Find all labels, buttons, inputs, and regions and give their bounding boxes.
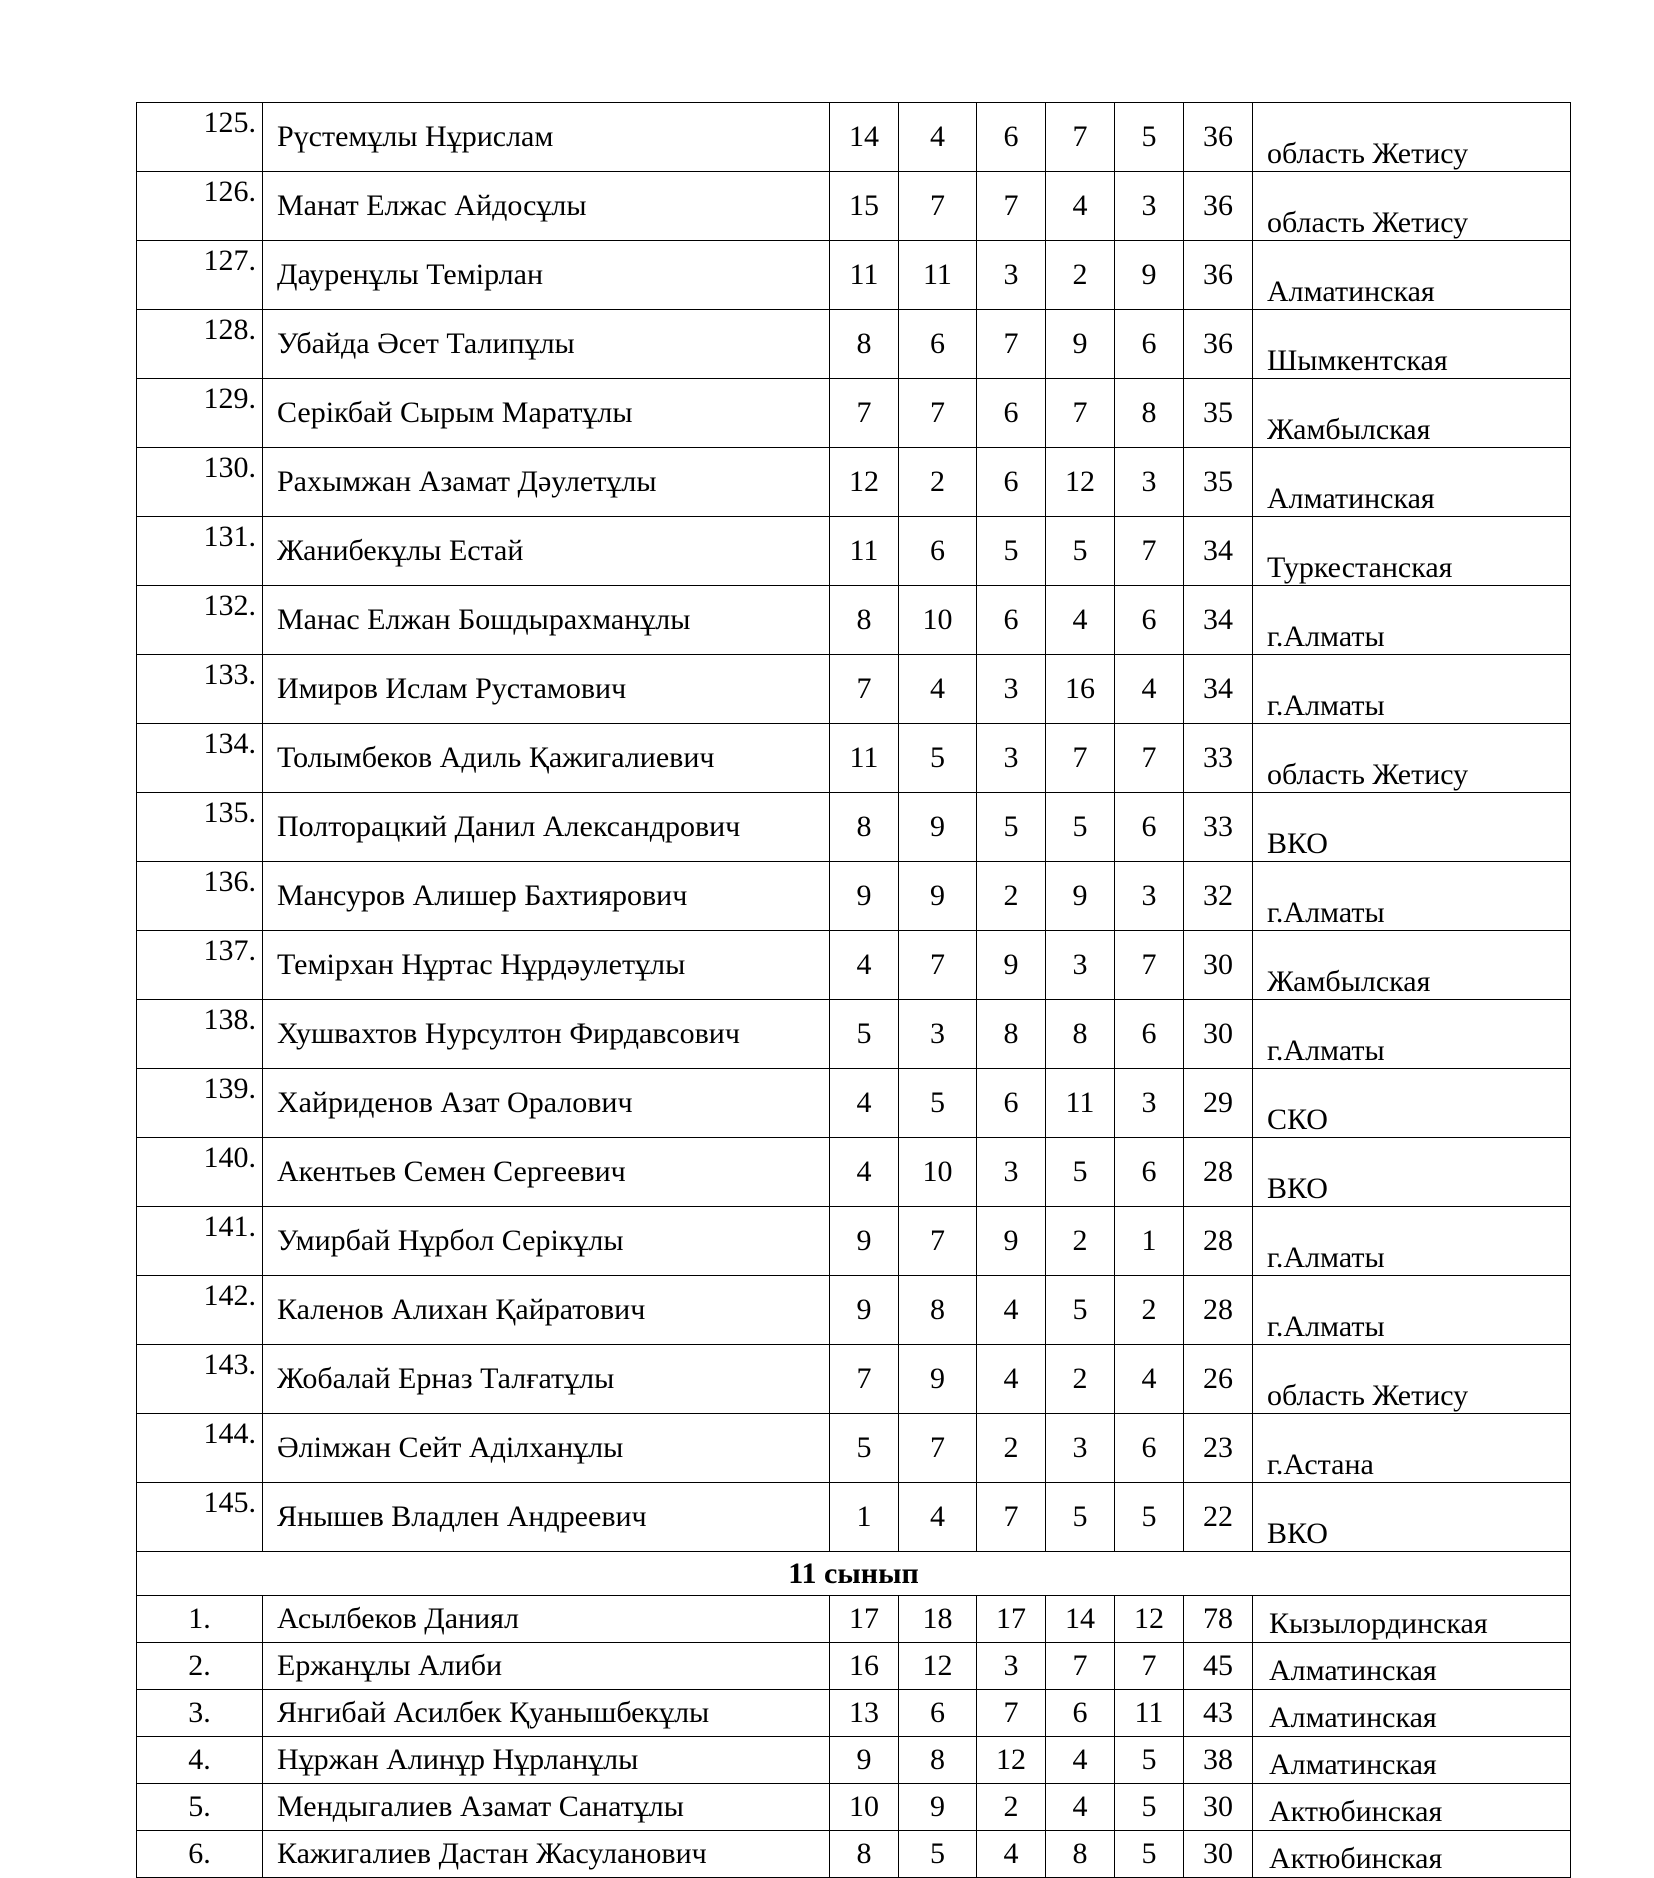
total-score: 22	[1184, 1483, 1253, 1552]
task-score: 7	[830, 1345, 899, 1414]
task-score: 6	[977, 103, 1046, 172]
task-score: 3	[977, 241, 1046, 310]
table-row	[137, 1000, 1571, 1069]
region-name: г.Астана	[1253, 1414, 1571, 1483]
results-table-body	[137, 103, 1571, 1878]
table-row	[137, 517, 1571, 586]
task-score: 5	[1046, 1138, 1115, 1207]
student-name: Умирбай Нұрбол Серікұлы	[263, 1207, 830, 1276]
task-score: 2	[1046, 241, 1115, 310]
row-number: 3.	[137, 1690, 263, 1737]
region-name: г.Алматы	[1253, 655, 1571, 724]
task-score: 6	[1115, 1138, 1184, 1207]
task-score: 5	[977, 793, 1046, 862]
task-score: 5	[830, 1000, 899, 1069]
student-name: Дауренұлы Темірлан	[263, 241, 830, 310]
task-score: 3	[977, 1643, 1046, 1690]
task-score: 5	[1046, 517, 1115, 586]
task-score: 15	[830, 172, 899, 241]
region-name: Алматинская	[1253, 448, 1571, 517]
task-score: 5	[1115, 1784, 1184, 1831]
student-name: Мендыгалиев Азамат Санатұлы	[263, 1784, 830, 1831]
total-score: 43	[1184, 1690, 1253, 1737]
row-number: 129.	[137, 379, 263, 448]
task-score: 7	[830, 655, 899, 724]
task-score: 4	[1115, 1345, 1184, 1414]
task-score: 7	[1046, 103, 1115, 172]
task-score: 8	[830, 310, 899, 379]
task-score: 7	[830, 379, 899, 448]
total-score: 33	[1184, 724, 1253, 793]
student-name: Рүстемұлы Нұрислам	[263, 103, 830, 172]
task-score: 1	[1115, 1207, 1184, 1276]
table-row	[137, 379, 1571, 448]
task-score: 7	[899, 1207, 977, 1276]
task-score: 12	[1046, 448, 1115, 517]
region-name: г.Алматы	[1253, 586, 1571, 655]
section-header-row	[137, 1552, 1571, 1596]
task-score: 14	[1046, 1596, 1115, 1643]
task-score: 8	[830, 793, 899, 862]
table-row	[137, 793, 1571, 862]
task-score: 9	[899, 793, 977, 862]
total-score: 32	[1184, 862, 1253, 931]
task-score: 9	[899, 1345, 977, 1414]
task-score: 4	[977, 1831, 1046, 1878]
task-score: 5	[1046, 1276, 1115, 1345]
task-score: 17	[830, 1596, 899, 1643]
table-row	[137, 172, 1571, 241]
row-number: 144.	[137, 1414, 263, 1483]
task-score: 6	[899, 310, 977, 379]
task-score: 6	[1115, 1414, 1184, 1483]
region-name: Шымкентская	[1253, 310, 1571, 379]
student-name: Акентьев Семен Сергеевич	[263, 1138, 830, 1207]
region-name: г.Алматы	[1253, 1207, 1571, 1276]
row-number: 138.	[137, 1000, 263, 1069]
region-name: Алматинская	[1253, 1690, 1571, 1737]
task-score: 4	[1046, 586, 1115, 655]
row-number: 139.	[137, 1069, 263, 1138]
row-number: 137.	[137, 931, 263, 1000]
task-score: 4	[899, 1483, 977, 1552]
row-number: 134.	[137, 724, 263, 793]
task-score: 4	[1115, 655, 1184, 724]
region-name: область Жетису	[1253, 172, 1571, 241]
task-score: 5	[830, 1414, 899, 1483]
task-score: 6	[977, 586, 1046, 655]
region-name: Алматинская	[1253, 1737, 1571, 1784]
row-number: 131.	[137, 517, 263, 586]
table-row	[137, 1207, 1571, 1276]
row-number: 145.	[137, 1483, 263, 1552]
task-score: 5	[1115, 1831, 1184, 1878]
table-row	[137, 586, 1571, 655]
task-score: 4	[899, 655, 977, 724]
region-name: г.Алматы	[1253, 1000, 1571, 1069]
task-score: 4	[977, 1345, 1046, 1414]
task-score: 11	[899, 241, 977, 310]
task-score: 5	[1046, 793, 1115, 862]
student-name: Асылбеков Даниял	[263, 1596, 830, 1643]
task-score: 2	[1046, 1207, 1115, 1276]
task-score: 3	[1115, 1069, 1184, 1138]
total-score: 34	[1184, 517, 1253, 586]
student-name: Янышев Владлен Андреевич	[263, 1483, 830, 1552]
task-score: 4	[977, 1276, 1046, 1345]
task-score: 3	[1115, 448, 1184, 517]
task-score: 2	[977, 1414, 1046, 1483]
row-number: 141.	[137, 1207, 263, 1276]
task-score: 8	[830, 1831, 899, 1878]
task-score: 16	[830, 1643, 899, 1690]
table-row	[137, 1737, 1571, 1784]
task-score: 12	[899, 1643, 977, 1690]
row-number: 4.	[137, 1737, 263, 1784]
task-score: 9	[977, 1207, 1046, 1276]
total-score: 35	[1184, 448, 1253, 517]
task-score: 9	[830, 1207, 899, 1276]
row-number: 143.	[137, 1345, 263, 1414]
task-score: 11	[1046, 1069, 1115, 1138]
task-score: 8	[899, 1737, 977, 1784]
task-score: 11	[830, 241, 899, 310]
total-score: 35	[1184, 379, 1253, 448]
student-name: Манас Елжан Бошдырахманұлы	[263, 586, 830, 655]
task-score: 5	[899, 1831, 977, 1878]
region-name: г.Алматы	[1253, 862, 1571, 931]
region-name: Актюбинская	[1253, 1784, 1571, 1831]
table-row	[137, 1069, 1571, 1138]
row-number: 142.	[137, 1276, 263, 1345]
task-score: 4	[830, 1069, 899, 1138]
task-score: 3	[977, 655, 1046, 724]
student-name: Толымбеков Адиль Қажигалиевич	[263, 724, 830, 793]
region-name: Жамбылская	[1253, 379, 1571, 448]
task-score: 9	[899, 1784, 977, 1831]
task-score: 18	[899, 1596, 977, 1643]
student-name: Хушвахтов Нурсултон Фирдавсович	[263, 1000, 830, 1069]
task-score: 2	[977, 862, 1046, 931]
task-score: 6	[977, 1069, 1046, 1138]
total-score: 36	[1184, 103, 1253, 172]
table-row	[137, 1831, 1571, 1878]
task-score: 3	[1046, 1414, 1115, 1483]
section-label: 11 сынып	[137, 1552, 1571, 1596]
task-score: 3	[977, 724, 1046, 793]
row-number: 2.	[137, 1643, 263, 1690]
task-score: 4	[1046, 1737, 1115, 1784]
task-score: 7	[899, 172, 977, 241]
task-score: 8	[1046, 1000, 1115, 1069]
task-score: 7	[977, 1483, 1046, 1552]
task-score: 9	[977, 931, 1046, 1000]
student-name: Каленов Алихан Қайратович	[263, 1276, 830, 1345]
task-score: 3	[1115, 862, 1184, 931]
task-score: 3	[1115, 172, 1184, 241]
row-number: 125.	[137, 103, 263, 172]
student-name: Әлімжан Сейт Аділханұлы	[263, 1414, 830, 1483]
task-score: 16	[1046, 655, 1115, 724]
task-score: 6	[899, 517, 977, 586]
total-score: 33	[1184, 793, 1253, 862]
table-row	[137, 655, 1571, 724]
task-score: 1	[830, 1483, 899, 1552]
task-score: 11	[1115, 1690, 1184, 1737]
total-score: 36	[1184, 241, 1253, 310]
student-name: Мансуров Алишер Бахтиярович	[263, 862, 830, 931]
total-score: 34	[1184, 655, 1253, 724]
task-score: 8	[1115, 379, 1184, 448]
task-score: 9	[1046, 310, 1115, 379]
task-score: 8	[899, 1276, 977, 1345]
task-score: 7	[899, 931, 977, 1000]
task-score: 9	[830, 1276, 899, 1345]
row-number: 140.	[137, 1138, 263, 1207]
task-score: 2	[1046, 1345, 1115, 1414]
table-row	[137, 1414, 1571, 1483]
task-score: 10	[830, 1784, 899, 1831]
task-score: 4	[899, 103, 977, 172]
task-score: 7	[1115, 517, 1184, 586]
region-name: Алматинская	[1253, 1643, 1571, 1690]
task-score: 5	[899, 724, 977, 793]
task-score: 7	[899, 379, 977, 448]
row-number: 6.	[137, 1831, 263, 1878]
region-name: Жамбылская	[1253, 931, 1571, 1000]
row-number: 128.	[137, 310, 263, 379]
row-number: 1.	[137, 1596, 263, 1643]
student-name: Рахымжан Азамат Дәулетұлы	[263, 448, 830, 517]
task-score: 9	[1115, 241, 1184, 310]
row-number: 126.	[137, 172, 263, 241]
task-score: 7	[1115, 724, 1184, 793]
task-score: 2	[977, 1784, 1046, 1831]
total-score: 29	[1184, 1069, 1253, 1138]
task-score: 13	[830, 1690, 899, 1737]
total-score: 34	[1184, 586, 1253, 655]
total-score: 30	[1184, 1831, 1253, 1878]
task-score: 3	[1046, 931, 1115, 1000]
table-row	[137, 1483, 1571, 1552]
task-score: 7	[1115, 1643, 1184, 1690]
task-score: 6	[899, 1690, 977, 1737]
region-name: область Жетису	[1253, 1345, 1571, 1414]
table-row	[137, 931, 1571, 1000]
task-score: 6	[1115, 310, 1184, 379]
table-row	[137, 310, 1571, 379]
region-name: ВКО	[1253, 1138, 1571, 1207]
task-score: 7	[1046, 724, 1115, 793]
student-name: Убайда Әсет Талипұлы	[263, 310, 830, 379]
results-table	[136, 102, 1571, 1878]
task-score: 7	[1046, 379, 1115, 448]
total-score: 30	[1184, 1784, 1253, 1831]
region-name: область Жетису	[1253, 103, 1571, 172]
task-score: 17	[977, 1596, 1046, 1643]
task-score: 3	[899, 1000, 977, 1069]
row-number: 132.	[137, 586, 263, 655]
total-score: 30	[1184, 1000, 1253, 1069]
task-score: 8	[977, 1000, 1046, 1069]
table-row	[137, 1276, 1571, 1345]
student-name: Темірхан Нұртас Нұрдәулетұлы	[263, 931, 830, 1000]
row-number: 136.	[137, 862, 263, 931]
total-score: 78	[1184, 1596, 1253, 1643]
task-score: 11	[830, 724, 899, 793]
task-score: 7	[1115, 931, 1184, 1000]
task-score: 5	[977, 517, 1046, 586]
table-row	[137, 1690, 1571, 1737]
student-name: Манат Елжас Айдосұлы	[263, 172, 830, 241]
task-score: 7	[977, 310, 1046, 379]
table-row	[137, 862, 1571, 931]
region-name: ВКО	[1253, 793, 1571, 862]
task-score: 2	[1115, 1276, 1184, 1345]
table-row	[137, 724, 1571, 793]
task-score: 9	[1046, 862, 1115, 931]
total-score: 45	[1184, 1643, 1253, 1690]
task-score: 6	[1046, 1690, 1115, 1737]
table-row	[137, 241, 1571, 310]
task-score: 3	[977, 1138, 1046, 1207]
task-score: 9	[830, 862, 899, 931]
total-score: 28	[1184, 1276, 1253, 1345]
task-score: 12	[830, 448, 899, 517]
student-name: Янгибай Асилбек Қуанышбекұлы	[263, 1690, 830, 1737]
task-score: 7	[1046, 1643, 1115, 1690]
task-score: 8	[1046, 1831, 1115, 1878]
total-score: 28	[1184, 1207, 1253, 1276]
task-score: 14	[830, 103, 899, 172]
region-name: Кызылординская	[1253, 1596, 1571, 1643]
task-score: 2	[899, 448, 977, 517]
total-score: 38	[1184, 1737, 1253, 1784]
row-number: 135.	[137, 793, 263, 862]
row-number: 130.	[137, 448, 263, 517]
region-name: Актюбинская	[1253, 1831, 1571, 1878]
region-name: область Жетису	[1253, 724, 1571, 793]
total-score: 36	[1184, 172, 1253, 241]
table-row	[137, 103, 1571, 172]
student-name: Жобалай Ерназ Талғатұлы	[263, 1345, 830, 1414]
row-number: 133.	[137, 655, 263, 724]
task-score: 7	[977, 1690, 1046, 1737]
task-score: 6	[1115, 1000, 1184, 1069]
task-score: 4	[1046, 1784, 1115, 1831]
task-score: 6	[1115, 793, 1184, 862]
task-score: 12	[977, 1737, 1046, 1784]
row-number: 127.	[137, 241, 263, 310]
total-score: 36	[1184, 310, 1253, 379]
task-score: 4	[830, 1138, 899, 1207]
total-score: 30	[1184, 931, 1253, 1000]
student-name: Имиров Ислам Рустамович	[263, 655, 830, 724]
task-score: 10	[899, 1138, 977, 1207]
student-name: Жанибекұлы Естай	[263, 517, 830, 586]
table-row	[137, 1784, 1571, 1831]
task-score: 5	[1115, 103, 1184, 172]
task-score: 9	[899, 862, 977, 931]
task-score: 7	[899, 1414, 977, 1483]
table-row	[137, 1138, 1571, 1207]
region-name: ВКО	[1253, 1483, 1571, 1552]
region-name: Алматинская	[1253, 241, 1571, 310]
total-score: 26	[1184, 1345, 1253, 1414]
row-number: 5.	[137, 1784, 263, 1831]
table-row	[137, 448, 1571, 517]
region-name: СКО	[1253, 1069, 1571, 1138]
task-score: 10	[899, 586, 977, 655]
region-name: г.Алматы	[1253, 1276, 1571, 1345]
table-row	[137, 1345, 1571, 1414]
total-score: 23	[1184, 1414, 1253, 1483]
table-row	[137, 1643, 1571, 1690]
task-score: 6	[977, 379, 1046, 448]
total-score: 28	[1184, 1138, 1253, 1207]
task-score: 12	[1115, 1596, 1184, 1643]
student-name: Серікбай Сырым Маратұлы	[263, 379, 830, 448]
student-name: Полторацкий Данил Александрович	[263, 793, 830, 862]
task-score: 4	[1046, 172, 1115, 241]
task-score: 5	[1115, 1737, 1184, 1784]
student-name: Нұржан Алинұр Нұрланұлы	[263, 1737, 830, 1784]
task-score: 5	[899, 1069, 977, 1138]
student-name: Ержанұлы Алиби	[263, 1643, 830, 1690]
region-name: Туркестанская	[1253, 517, 1571, 586]
task-score: 4	[830, 931, 899, 1000]
task-score: 8	[830, 586, 899, 655]
table-row	[137, 1596, 1571, 1643]
task-score: 6	[977, 448, 1046, 517]
task-score: 11	[830, 517, 899, 586]
student-name: Хайриденов Азат Оралович	[263, 1069, 830, 1138]
task-score: 7	[977, 172, 1046, 241]
student-name: Кажигалиев Дастан Жасуланович	[263, 1831, 830, 1878]
task-score: 5	[1046, 1483, 1115, 1552]
task-score: 6	[1115, 586, 1184, 655]
task-score: 9	[830, 1737, 899, 1784]
task-score: 5	[1115, 1483, 1184, 1552]
